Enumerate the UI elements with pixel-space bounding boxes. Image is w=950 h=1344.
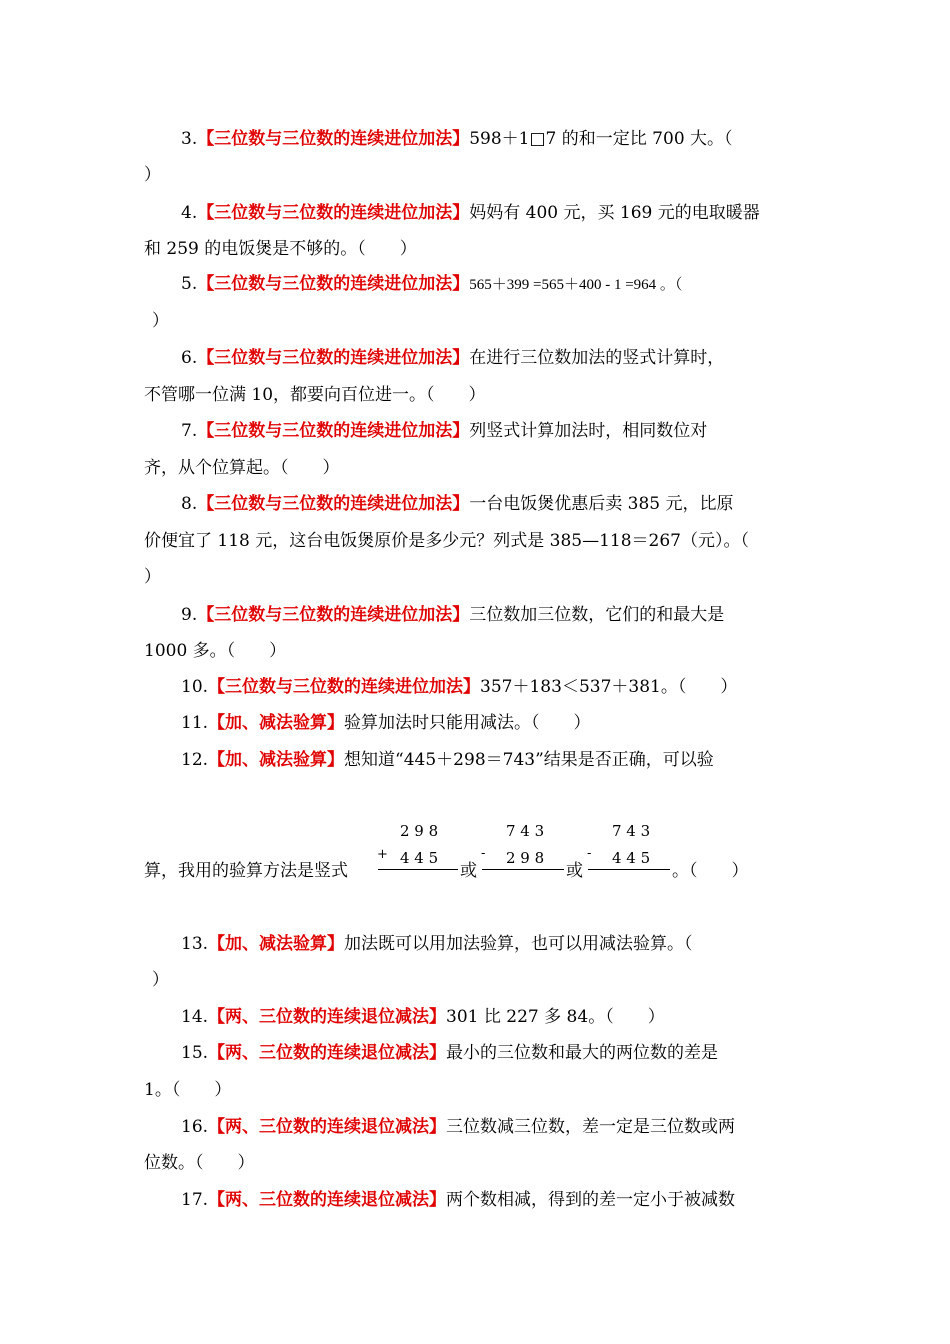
vertical-top-number: 7 4 3 — [612, 822, 651, 840]
topic-tag: 【三位数与三位数的连续进位加法】 — [197, 203, 470, 223]
question-7-cont: 齐，从个位算起。（ ） — [144, 458, 340, 478]
question-text: 最小的三位数和最大的两位数的差是 — [446, 1043, 719, 1063]
question-12 — [181, 749, 714, 771]
minus-sign: - — [481, 846, 486, 861]
question-17 — [181, 1189, 735, 1211]
question-number: 12. — [181, 750, 209, 770]
question-text: 在进行三位数加法的竖式计算时， — [469, 348, 725, 368]
question-3-cont: ） — [144, 165, 161, 185]
question-number: 3. — [181, 129, 198, 149]
topic-tag: 【三位数与三位数的连续进位加法】 — [197, 348, 470, 368]
question-number: 14. — [181, 1007, 209, 1027]
question-text: 想知道“445＋298＝743”结果是否正确，可以验 — [344, 750, 714, 770]
vertical-rule — [378, 869, 458, 870]
question-16 — [181, 1116, 735, 1138]
question-9 — [181, 604, 724, 626]
question-text: 三位数加三位数，它们的和最大是 — [469, 605, 725, 625]
question-text: 加法既可以用加法验算，也可以用减法验算。（ — [344, 934, 693, 954]
question-11 — [181, 712, 591, 734]
question-number: 5. — [181, 274, 198, 294]
topic-tag: 【三位数与三位数的连续进位加法】 — [197, 421, 470, 441]
question-text: 一台电饭煲优惠后卖 385 元，比原 — [469, 494, 734, 514]
question-number: 16. — [181, 1117, 209, 1137]
question-8 — [181, 493, 734, 515]
question-12-prefix: 算，我用的验算方法是竖式 — [144, 861, 348, 881]
question-3 — [181, 128, 733, 150]
topic-tag: 【加、减法验算】 — [208, 750, 345, 770]
question-13 — [181, 933, 693, 955]
question-text: 三位数减三位数，差一定是三位数或两 — [446, 1117, 736, 1137]
question-text: 妈妈有 400 元，买 169 元的电取暖器 — [469, 203, 760, 223]
question-8-cont: 价便宜了 118 元，这台电饭煲原价是多少元？列式是 385—118＝267（元）。（ — [144, 531, 750, 551]
question-12-suffix: 。（ ） — [672, 861, 749, 881]
question-text: 357＋183＜537＋381。（ ） — [480, 677, 738, 697]
question-13-cont: ） — [152, 970, 169, 990]
question-text: 列竖式计算加法时，相同数位对 — [469, 421, 708, 441]
question-text: 598＋1□7 的和一定比 700 大。（ — [469, 129, 733, 149]
vertical-bottom-number: 4 4 5 — [400, 849, 439, 867]
question-text: 验算加法时只能用减法。（ ） — [344, 713, 591, 733]
or-text: 或 — [460, 861, 477, 881]
question-7 — [181, 420, 707, 442]
topic-tag: 【两、三位数的连续退位减法】 — [208, 1117, 447, 1137]
question-15 — [181, 1042, 718, 1064]
question-16-cont: 位数。（ ） — [144, 1153, 255, 1173]
vertical-rule — [482, 869, 564, 870]
topic-tag: 【三位数与三位数的连续进位加法】 — [208, 677, 481, 697]
question-15-cont: 1。（ ） — [144, 1080, 232, 1100]
question-6-cont: 不管哪一位满 10，都要向百位进一。（ ） — [144, 385, 486, 405]
vertical-top-number: 7 4 3 — [506, 822, 545, 840]
question-number: 15. — [181, 1043, 209, 1063]
question-9-cont: 1000 多。（ ） — [144, 641, 287, 661]
question-text: 两个数相减，得到的差一定小于被减数 — [446, 1190, 736, 1210]
minus-sign: - — [587, 846, 592, 861]
topic-tag: 【加、减法验算】 — [208, 934, 345, 954]
vertical-bottom-number: 2 9 8 — [506, 849, 545, 867]
question-formula: 565＋399 =565＋400 - 1 =964 。（ — [469, 277, 683, 293]
vertical-bottom-number: 4 4 5 — [612, 849, 651, 867]
topic-tag: 【两、三位数的连续退位减法】 — [208, 1043, 447, 1063]
question-number: 6. — [181, 348, 198, 368]
question-14 — [181, 1006, 665, 1028]
question-6 — [181, 347, 724, 369]
question-4-cont: 和 259 的电饭煲是不够的。（ ） — [144, 239, 417, 259]
question-text: 301 比 227 多 84。（ ） — [446, 1007, 665, 1027]
vertical-top-number: 2 9 8 — [400, 822, 439, 840]
vertical-rule — [588, 869, 670, 870]
topic-tag: 【三位数与三位数的连续进位加法】 — [197, 494, 470, 514]
question-number: 8. — [181, 494, 198, 514]
topic-tag: 【两、三位数的连续退位减法】 — [208, 1190, 447, 1210]
or-text: 或 — [566, 861, 583, 881]
question-5-cont: ） — [152, 311, 169, 331]
question-number: 17. — [181, 1190, 209, 1210]
question-number: 7. — [181, 421, 198, 441]
topic-tag: 【加、减法验算】 — [208, 713, 345, 733]
topic-tag: 【两、三位数的连续退位减法】 — [208, 1007, 447, 1027]
topic-tag: 【三位数与三位数的连续进位加法】 — [197, 605, 470, 625]
question-number: 13. — [181, 934, 209, 954]
question-number: 10. — [181, 677, 209, 697]
question-8-cont2: ） — [144, 567, 161, 587]
question-number: 9. — [181, 605, 198, 625]
question-number: 4. — [181, 203, 198, 223]
topic-tag: 【三位数与三位数的连续进位加法】 — [197, 274, 470, 294]
question-10 — [181, 676, 737, 698]
question-5 — [181, 273, 682, 296]
question-number: 11. — [181, 713, 209, 733]
topic-tag: 【三位数与三位数的连续进位加法】 — [197, 129, 470, 149]
question-4 — [181, 202, 760, 224]
plus-sign: + — [377, 847, 388, 862]
